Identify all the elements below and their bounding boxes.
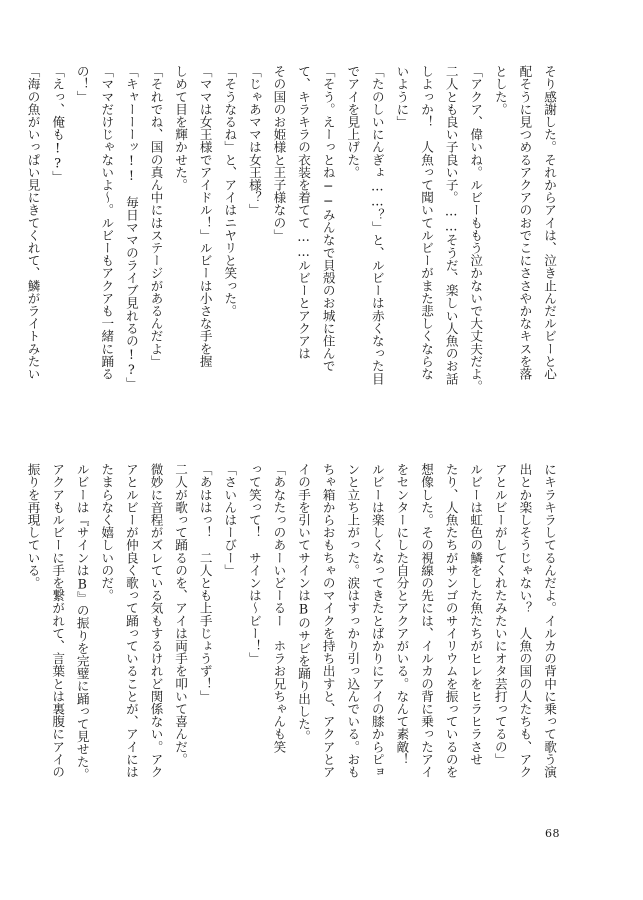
- text-line: 微妙に音程がズレている気もするけれど関係ない。アク: [148, 463, 164, 778]
- text-line: 「海の魚がいっぱい見にきてくれて、鱗がライトみたい: [25, 65, 41, 380]
- text-line: 「あははっ！ 二人とも上手じょうず！」: [197, 463, 213, 703]
- text-line: 「それでね、国の真ん中にはステージがあるんだよ」: [148, 65, 164, 368]
- text-line: 「えっ、俺も!?」: [50, 65, 66, 184]
- text-line: ちゃ箱からおもちゃのマイクを持ち出すと、アクアとア: [320, 463, 336, 778]
- text-line: ンと立ち上がった。涙はすっかり引っ込んでいる。おも: [345, 463, 361, 778]
- text-line: をセンターにした自分とアクアがいる。なんて素敵！: [394, 463, 410, 766]
- text-line: でアイを見上げた。: [345, 65, 361, 179]
- text-line: 「さいんはーびー」: [222, 463, 238, 577]
- text-line: ルビーは虹色の鱗をした魚たちがヒレをヒラヒラさせ: [468, 463, 484, 766]
- text-line: アとルビーが仲良く歌って踊っていることが、アイには: [123, 463, 139, 778]
- text-line: て、キラキラの衣装を着てて……ルビーとアクアは: [296, 65, 312, 360]
- text-line: 二人が歌って踊るのを、アイは両手を叩いて喜んだ。: [173, 463, 189, 766]
- text-line: って笑って！ サインは〜ビー！」: [246, 463, 262, 665]
- text-line: とした。: [492, 65, 508, 116]
- text-line: たり、人魚たちがサンゴのサイリウムを振っているのを: [443, 463, 459, 778]
- text-line: 「ママは女王様でアイドル！」ルビーは小さな手を握: [197, 65, 213, 368]
- text-line: 「そう。えーっとね──みんなで貝殻のお城に住んで: [320, 65, 336, 373]
- text-line: 「たのしいにんぎょ……？」と、ルビーは赤くなった目: [369, 65, 385, 385]
- text-line: の！」: [74, 65, 90, 103]
- text-block-upper: [20, 65, 561, 415]
- text-line: アクアもルビーに手を繋がれて、言葉とは裏腹にアイの: [50, 463, 66, 778]
- text-line: アとルビーがしてくれたみたいにオタ芸打ってるの」: [492, 463, 508, 766]
- text-line: 「ママだけじゃないよ〜。ルビーもアクアも一緒に踊る: [99, 65, 115, 380]
- text-line: しよっか！ 人魚って聞いてルビーがまた悲しくならな: [419, 65, 435, 380]
- text-line: いように」: [394, 65, 410, 128]
- text-block-lower: [20, 463, 561, 813]
- text-line: にキラキラしてるんだよ。イルカの背中に乗って歌う演: [542, 463, 557, 778]
- text-line: 二人とも良い子良い子。……そうだ、楽しい人魚のお話: [443, 65, 459, 385]
- text-line: その国のお姫様と王子様なの」: [271, 65, 287, 242]
- text-line: ルビーは楽しくなってきたとばかりにアイの膝からピョ: [369, 463, 385, 778]
- text-line: 「キャーーーッ!! 毎日ママのライブ見れるの!?」: [123, 65, 139, 390]
- text-line: 振りを再現している。: [25, 463, 41, 589]
- text-line: 「じゃあママは女王様？」: [246, 65, 262, 217]
- page-number: 68: [545, 827, 560, 840]
- text-line: たまらなく嬉しいのだ。: [99, 463, 115, 602]
- text-line: 配そうに見つめるアクアのおでこにささやかなキスを落: [517, 65, 533, 380]
- text-line: イの手を引いてサインはBのサビを踊り出した。: [296, 463, 312, 743]
- text-line: 「そうなるね」と、アイはニヤリと笑った。: [222, 65, 238, 317]
- text-line: 出とか楽しそうじゃない？ 人魚の国の人たちも、アク: [517, 463, 533, 778]
- text-line: 想像した。その視線の先には、イルカの背に乗ったアイ: [419, 463, 435, 778]
- text-line: 「あなたっのあーいどーるー ホラお兄ちゃんも笑: [271, 463, 287, 753]
- text-line: そり感謝した。それからアイは、泣き止んだルビーと心: [542, 65, 557, 380]
- text-line: 「アクア、偉いね。ルビーももう泣かないで大丈夫だよ。: [468, 65, 484, 393]
- text-line: ルビーは『サインはB』の振りを完璧に踊って見せた。: [74, 463, 90, 781]
- text-line: しめて目を輝かせた。: [173, 65, 189, 191]
